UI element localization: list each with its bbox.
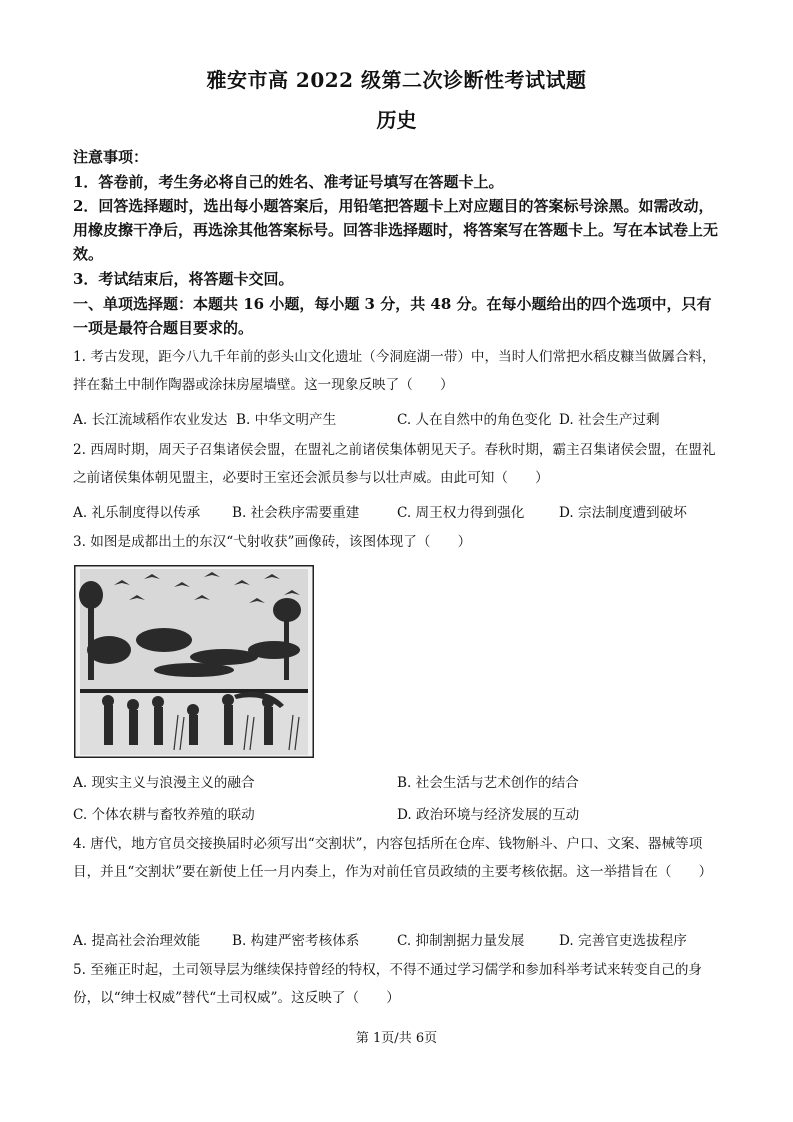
option-d: D. 社会生产过剩 <box>559 412 660 428</box>
option-c: C. 周王权力得到强化 <box>397 505 525 521</box>
subject-title: 历史 <box>376 108 417 132</box>
option-d: D. 政治环境与经济发展的互动 <box>397 807 580 823</box>
notice-item: 1．答卷前，考生务必将自己的姓名、准考证号填写在答题卡上。 <box>73 173 504 191</box>
option-d: D. 完善官吏选拔程序 <box>559 933 687 949</box>
option-b: B. 社会秩序需要重建 <box>232 505 360 521</box>
question-2-options <box>73 501 723 525</box>
notice-item: 2．回答选择题时，选出每小题答案后，用铅笔把答题卡上对应题目的答案标号涂黑。如需改动，用橡皮擦干净后，再选涂其他答案标号。回答非选择题时，将答案写在答题卡上。写在本试卷上无效。 <box>73 197 719 263</box>
option-a: A. 现实主义与浪漫主义的融合 <box>73 775 255 791</box>
exam-title: 雅安市高 2022 级第二次诊断性考试试题 <box>206 68 587 92</box>
notice-item: 3．考试结束后，将答题卡交回。 <box>73 270 294 288</box>
question-5-stem: 5. 至雍正时起，土司领导层为继续保持曾经的特权，不得不通过学习儒学和参加科举考试来转变自己的身份，以“绅士权威”替代“土司权威”。这反映了（ ） <box>73 962 703 1006</box>
option-c: C. 个体农耕与畜牧养殖的联动 <box>73 807 255 823</box>
option-b: B. 社会生活与艺术创作的结合 <box>397 775 579 791</box>
question-4-stem: 4. 唐代，地方官员交接换届时必须写出“交割状”，内容包括所在仓库、钱物斛斗、户口、文案、器械等项目，并且“交割状”要在新使上任一月内奏上，作为对前任官员政绩的主要考核依据。这一举措旨在（ ） <box>73 836 713 880</box>
han-brick-relief-image <box>74 565 314 758</box>
question-1-options <box>73 408 723 432</box>
option-a: A. 礼乐制度得以传承 <box>73 505 201 521</box>
option-b: B. 构建严密考核体系 <box>232 933 360 949</box>
question-2-stem: 2. 西周时期，周天子召集诸侯会盟，在盟礼之前诸侯集体朝见天子。春秋时期，霸主召集诸侯会盟，在盟礼之前诸侯集体朝见盟主，必要时王室还会派员参与以壮声威。由此可知（ ） <box>73 442 716 486</box>
question-1-stem: 1. 考古发现，距今八九千年前的彭头山文化遗址（今洞庭湖一带）中，当时人们常把水稻皮糠当做羼合料，拌在黏土中制作陶器或涂抹房屋墙壁。这一现象反映了（ ） <box>73 349 716 393</box>
option-b: B. 中华文明产生 <box>236 412 337 428</box>
option-c: C. 人在自然中的角色变化 <box>397 412 552 428</box>
section-heading: 一、单项选择题：本题共 16 小题，每小题 3 分，共 48 分。在每小题给出的四个选项中，只有一项是最符合题目要求的。 <box>73 295 712 337</box>
option-a: A. 提高社会治理效能 <box>73 933 201 949</box>
option-a: A. 长江流域稻作农业发达 <box>73 412 228 428</box>
option-c: C. 抑制割据力量发展 <box>397 933 525 949</box>
question-3-stem: 3. 如图是成都出土的东汉“弋射收获”画像砖，该图体现了（ ） <box>73 534 472 550</box>
option-d: D. 宗法制度遭到破坏 <box>559 505 687 521</box>
question-4-options <box>73 929 723 953</box>
page-number: 第 1页/共 6页 <box>355 1031 438 1046</box>
notice-heading: 注意事项： <box>73 148 149 166</box>
